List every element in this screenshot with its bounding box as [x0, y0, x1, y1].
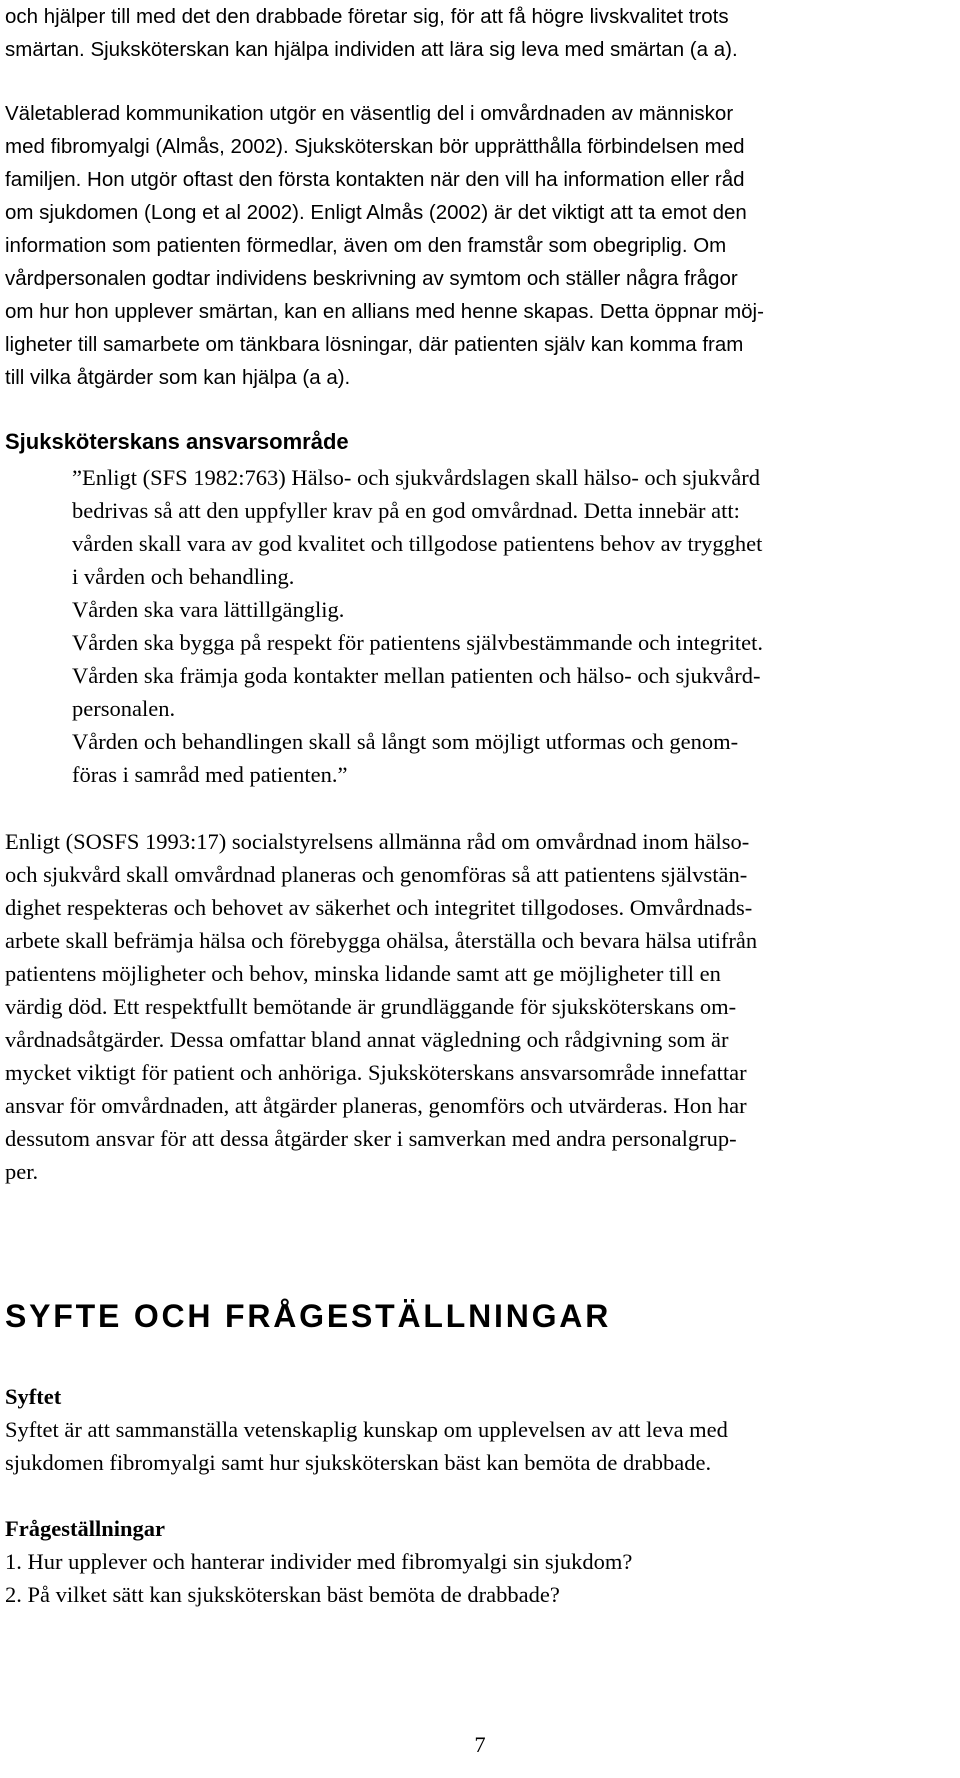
- text-line: om sjukdomen (Long et al 2002). Enligt Almås (2002) är det viktigt att ta emot den: [5, 201, 747, 224]
- text-line: ligheter till samarbete om tänkbara lösningar, där patienten själv kan komma fram: [5, 333, 744, 356]
- quote-line: Vården ska bygga på respekt för patientens självbestämmande och integritet.: [72, 630, 764, 655]
- text-line: ansvar för omvårdnaden, att åtgärder planeras, genomförs och utvärderas. Hon har: [5, 1093, 747, 1118]
- text-line: information som patienten förmedlar, även om den framstår som obegriplig. Om: [5, 234, 727, 257]
- text-line: Syftet är att sammanställa vetenskaplig kunskap om upplevelsen av att leva med: [5, 1417, 728, 1442]
- quote-line: bedrivas så att den uppfyller krav på en god omvårdnad. Detta innebär att:: [72, 498, 740, 523]
- list-item: 2. På vilket sätt kan sjuksköterskan bäst bemöta de drabbade?: [5, 1582, 560, 1607]
- text-line: smärtan. Sjuksköterskan kan hjälpa individen att lära sig leva med smärtan (a a).: [5, 38, 738, 61]
- section-heading: Sjuksköterskans ansvarsområde: [5, 429, 349, 454]
- fragestallningar-list: [5, 1545, 953, 1611]
- text-line: vårdpersonalen godtar individens beskrivning av symtom och ställer några frågor: [5, 267, 738, 290]
- quote-line: personalen.: [72, 696, 176, 721]
- sosfs-paragraph: [5, 825, 953, 1188]
- list-item: 1. Hur upplever och hanterar individer med fibromyalgi sin sjukdom?: [5, 1549, 633, 1574]
- quote-line: Vården och behandlingen skall så långt som möjligt utformas och genom-: [72, 729, 739, 754]
- text-line: sjukdomen fibromyalgi samt hur sjuksköterskan bäst kan bemöta de drabbade.: [5, 1450, 712, 1475]
- document-page: [5, 0, 953, 1611]
- text-line: och sjukvård skall omvårdnad planeras och genomföras så att patientens självstän-: [5, 862, 748, 887]
- text-line: till vilka åtgärder som kan hjälpa (a a).: [5, 366, 351, 389]
- text-line: dighet respekteras och behovet av säkerhet och integritet tillgodoses. Omvårdnads-: [5, 895, 753, 920]
- intro-paragraph: [5, 0, 953, 66]
- page-number: 7: [474, 1732, 486, 1757]
- quote-line: Vården ska främja goda kontakter mellan patienten och hälso- och sjukvård-: [72, 663, 761, 688]
- chapter-heading: SYFTE OCH FRÅGESTÄLLNINGAR: [5, 1298, 612, 1334]
- law-quote-block: [72, 461, 953, 791]
- text-line: patientens möjligheter och behov, minska lidande samt att ge möjligheter till en: [5, 961, 721, 986]
- quote-line: Vården ska vara lättillgänglig.: [72, 597, 345, 622]
- fragestallningar-heading: Frågeställningar: [5, 1516, 165, 1541]
- text-line: med fibromyalgi (Almås, 2002). Sjuksköterskan bör upprätthålla förbindelsen med: [5, 135, 745, 158]
- text-line: och hjälper till med det den drabbade företar sig, för att få högre livskvalitet trots: [5, 5, 729, 28]
- text-line: dessutom ansvar för att dessa åtgärder sker i samverkan med andra personalgrup-: [5, 1126, 737, 1151]
- communication-paragraph: [5, 97, 953, 394]
- text-line: Väletablerad kommunikation utgör en väsentlig del i omvårdnaden av människor: [5, 102, 734, 125]
- quote-line: föras i samråd med patienten.”: [72, 762, 348, 787]
- quote-line: vården skall vara av god kvalitet och tillgodose patientens behov av trygghet: [72, 531, 763, 556]
- text-line: värdig död. Ett respektfullt bemötande är grundläggande för sjuksköterskans om-: [5, 994, 737, 1019]
- text-line: Enligt (SOSFS 1993:17) socialstyrelsens allmänna råd om omvårdnad inom hälso-: [5, 829, 750, 854]
- text-line: arbete skall befrämja hälsa och förebygga ohälsa, återställa och bevara hälsa utifrån: [5, 928, 758, 953]
- syftet-heading: Syftet: [5, 1384, 62, 1409]
- text-line: om hur hon upplever smärtan, kan en allians med henne skapas. Detta öppnar möj-: [5, 300, 764, 323]
- syftet-paragraph: [5, 1413, 953, 1479]
- quote-line: i vården och behandling.: [72, 564, 295, 589]
- text-line: per.: [5, 1159, 39, 1184]
- text-line: mycket viktigt för patient och anhöriga. Sjuksköterskans ansvarsområde innefattar: [5, 1060, 747, 1085]
- text-line: familjen. Hon utgör oftast den första kontakten när den vill ha information eller råd: [5, 168, 745, 191]
- text-line: vårdnadsåtgärder. Dessa omfattar bland annat vägledning och rådgivning som är: [5, 1027, 729, 1052]
- quote-line: ”Enligt (SFS 1982:763) Hälso- och sjukvårdslagen skall hälso- och sjukvård: [72, 465, 761, 490]
